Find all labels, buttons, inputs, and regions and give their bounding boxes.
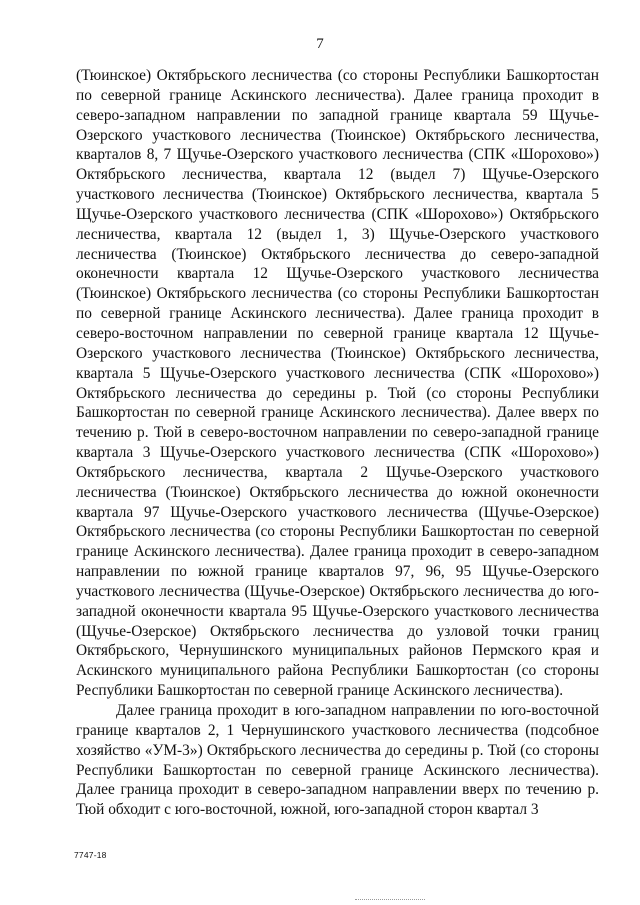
scan-edge-mark: [355, 899, 425, 900]
document-body: [76, 66, 599, 820]
document-code: 7747-18: [74, 850, 107, 860]
page-number: 7: [316, 36, 324, 52]
paragraph-boundary-description-1: (Тюинское) Октябрьского лесничества (со стороны Республики Башкортостан по северной границе Аскинского лесничества). Далее граница проходит в северо-западном направлении по западной границе квартала 59 Щучье-Озерского участкового лесничества (Тюинское) Октябрьского лесничества, кварталов 8, 7 Щучье-Озерского участкового лесничества (СПК «Шорохово») Октябрьского лесничества, квартала 12 (выдел 7) Щучье-Озерского участкового лесничества (Тюинское) Октябрьского лесничества, квартала 5 Щучье-Озерского участкового лесничества (СПК «Шорохово») Октябрьского лесничества, квартала 12 (выдел 1, 3) Щучье-Озерского участкового лесничества (Тюинское) Октябрьского лесничества до северо-западной оконечности квартала 12 Щучье-Озерского участкового лесничества (Тюинское) Октябрьского лесничества (со стороны Республики Башкортостан по северной границе Аскинского лесничества). Далее граница проходит в северо-восточном направлении по северной границе квартала 12 Щучье-Озерского участкового лесничества (Тюинское) Октябрьского лесничества, квартала 5 Щучье-Озерского участкового лесничества (СПК «Шорохово») Октябрьского лесничества до середины р. Тюй (со стороны Республики Башкортостан по северной границе Аскинского лесничества). Далее вверх по течению р. Тюй в северо-восточном направлении по северо-западной границе квартала 3 Щучье-Озерского участкового лесничества (СПК «Шорохово») Октябрьского лесничества, квартала 2 Щучье-Озерского участкового лесничества (Тюинское) Октябрьского лесничества до южной оконечности квартала 97 Щучье-Озерского участкового лесничества (Щучье-Озерское) Октябрьского лесничества (со стороны Республики Башкортостан по северной границе Аскинского лесничества). Далее граница проходит в северо-западном направлении по южной границе кварталов 97, 96, 95 Щучье-Озерского участкового лесничества (Щучье-Озерское) Октябрьского лесничества до юго-западной оконечности квартала 95 Щучье-Озерского участкового лесничества (Щучье-Озерское) Октябрьского лесничества до узловой точки границ Октябрьского, Чернушинского муниципальных районов Пермского края и Аскинского муниципального района Республики Башкортостан (со стороны Республики Башкортостан по северной границе Аскинского лесничества).: [76, 67, 599, 700]
paragraph-boundary-description-2: Далее граница проходит в юго-западном направлении по юго-восточной границе кварталов 2, 1 Чернушинского участкового лесничества (подсобное хозяйство «УМ-3») Октябрьского лесничества до середины р. Тюй (со стороны Республики Башкортостан по северной границе Аскинского лесничества). Далее граница проходит в северо-западном направлении вверх по течению р. Тюй обходит с юго-восточной, южной, юго-западной сторон квартал 3: [76, 702, 599, 819]
